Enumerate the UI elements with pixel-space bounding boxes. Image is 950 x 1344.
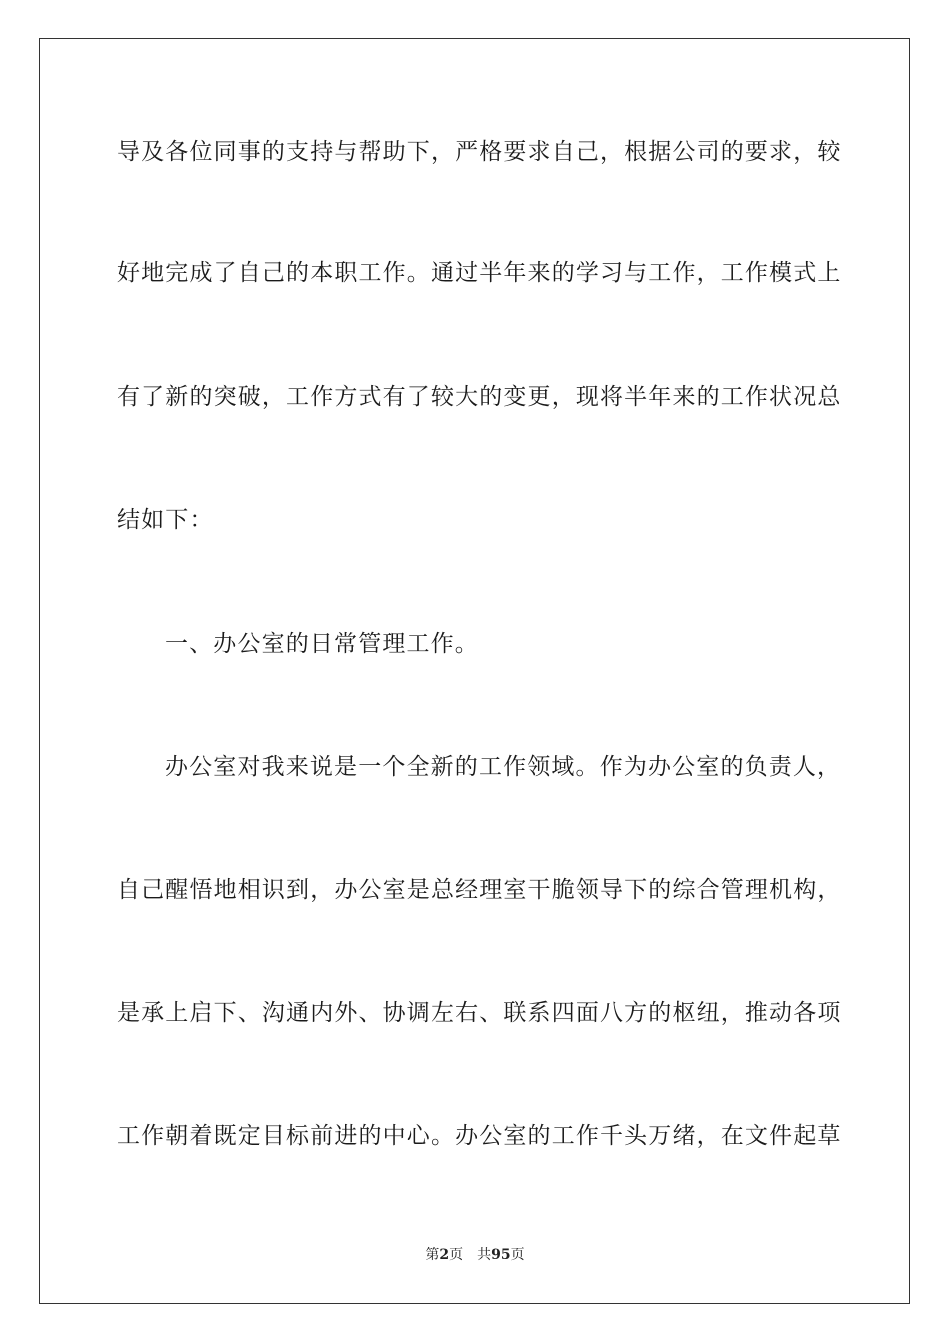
- page-number: 2: [439, 1247, 450, 1263]
- page-border: [39, 38, 910, 1304]
- text-line-9: 工作朝着既定目标前进的中心。办公室的工作千头万绪，在文件起草: [117, 1123, 842, 1149]
- text-line-4: 结如下：: [117, 507, 214, 533]
- text-line-8: 是承上启下、沟通内外、协调左右、联系四面八方的枢纽，推动各项: [117, 1000, 842, 1026]
- total-suffix: 页: [510, 1247, 525, 1263]
- page-suffix: 页: [449, 1247, 464, 1263]
- total-prefix: 共: [477, 1247, 492, 1263]
- text-line-6: 办公室对我来说是一个全新的工作领域。作为办公室的负责人，: [165, 754, 842, 780]
- page-footer: [0, 1245, 950, 1265]
- text-line-2: 好地完成了自己的本职工作。通过半年来的学习与工作，工作模式上: [117, 260, 842, 286]
- total-pages: 95: [491, 1247, 511, 1263]
- text-line-1: 导及各位同事的支持与帮助下，严格要求自己，根据公司的要求，较: [117, 139, 842, 165]
- page-prefix: 第: [425, 1247, 440, 1263]
- section-heading: 一、办公室的日常管理工作。: [165, 631, 479, 657]
- text-line-3: 有了新的突破，工作方式有了较大的变更，现将半年来的工作状况总: [117, 384, 842, 410]
- text-line-7: 自己醒悟地相识到，办公室是总经理室干脆领导下的综合管理机构，: [117, 877, 842, 903]
